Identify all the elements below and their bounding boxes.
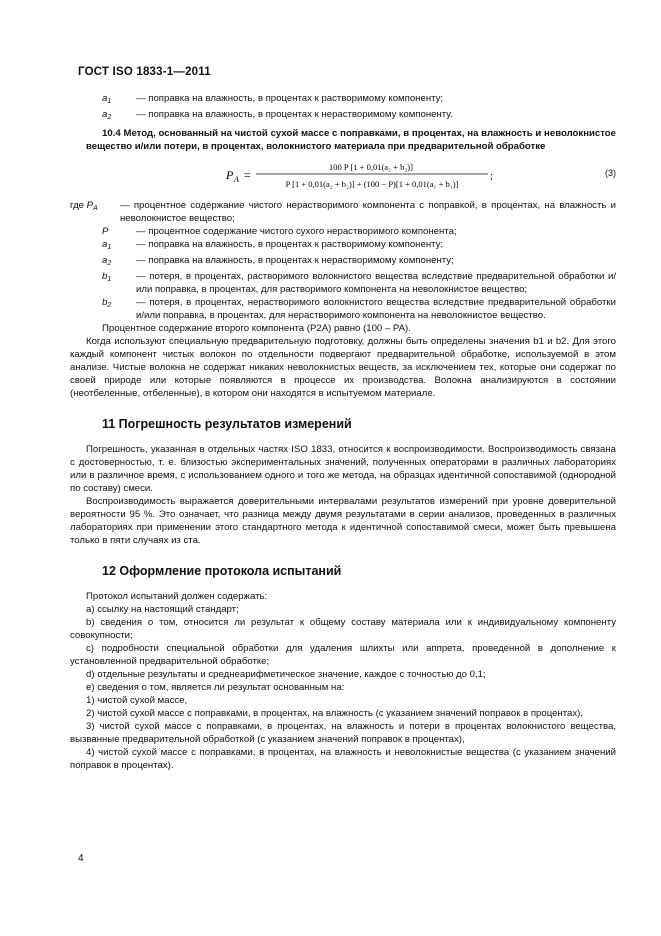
formula-lhs-sub: A bbox=[234, 175, 239, 184]
paragraph-precision: Погрешность, указанная в отдельных частях ISO 1833, относится к воспроизводимости. Воспроизводимость связана с достоверностью, т. е. близостью экспериментальных значений, полученных операторами в различных лабораториях или в различное время, с использованием одного и того же метода, на образцах идентичной сопоставимой (однородной по составу) смеси. bbox=[70, 444, 616, 494]
report-lead: Протокол испытаний должен содержать: bbox=[86, 591, 268, 602]
definition-symbol: $b_2$ bbox=[102, 297, 112, 309]
report-item: e) сведения о том, является ли результат основанным на: bbox=[86, 682, 345, 693]
section-12-title: 12 Оформление протокола испытаний bbox=[102, 564, 342, 578]
page-header: ГОСТ ISO 1833-1—2011 bbox=[78, 66, 211, 78]
formula-denominator: P [1 + 0,01(a₂ + b₂)] + (100 − P)[1 + 0,01(a₁ + b₁)] bbox=[285, 179, 459, 189]
report-subitem: 4) чистой сухой массе с поправками, в процентах, на влажность и неволокнистые вещества (с указанием значений поправок в процентах). bbox=[70, 747, 616, 771]
definition-text: — поправка на влажность, в процентах к растворимому компоненту; bbox=[136, 93, 444, 104]
definition-text: — поправка на влажность, в процентах к нерастворимому компоненту. bbox=[136, 109, 453, 120]
report-subitem: 2) чистой сухой массе с поправками, в процентах, на влажность (с указанием значений поправок в процентах), bbox=[86, 708, 583, 719]
definition-text: — поправка на влажность, в процентах к растворимому компоненту; bbox=[136, 239, 444, 250]
report-subitem: 3) чистой сухой массе с поправками, в процентах, на влажность и потери в процентах волокнистого вещества, вызванные предварительной обработкой (с указанием значений поправок в процентах), bbox=[70, 721, 616, 745]
definition-symbol: $a_2$ bbox=[102, 255, 112, 267]
formula-numerator: 100 P [1 + 0,01(a₂ + b₂)] bbox=[329, 162, 413, 172]
section-10-4-heading bbox=[86, 127, 616, 153]
page-number: 4 bbox=[78, 853, 84, 864]
definition-symbol: $a_1$ bbox=[102, 239, 112, 251]
definition-PA bbox=[70, 199, 616, 225]
section-11-title: 11 Погрешность результатов измерений bbox=[102, 417, 352, 431]
definition-a2 bbox=[86, 108, 616, 124]
section-title: Метод, основанный на чистой сухой массе с поправками, в процентах, на влажность и неволокнистое вещество и/или потери, в процентах, волокнистого материала при предварительной обработке bbox=[86, 128, 617, 152]
definition-symbol: где $P_A$ bbox=[70, 200, 98, 212]
definition-b1 bbox=[86, 270, 616, 296]
definition-text: — процентное содержание чистого сухого нерастворимого компонента; bbox=[136, 226, 457, 237]
formula-graphic bbox=[86, 157, 616, 193]
formula-3 bbox=[86, 157, 616, 193]
definition-b2 bbox=[86, 296, 616, 322]
definition-symbol: P bbox=[102, 226, 109, 237]
definition-a1 bbox=[86, 92, 616, 108]
definition-symbol: $a_1$ bbox=[102, 93, 112, 105]
definition-a2 bbox=[86, 254, 616, 270]
report-item: a) ссылку на настоящий стандарт; bbox=[86, 604, 239, 615]
document-body bbox=[70, 92, 617, 772]
definition-a1 bbox=[86, 238, 616, 254]
definition-symbol: $b_1$ bbox=[102, 271, 112, 283]
definition-text: — потеря, в процентах, нерастворимого волокнистого вещества вследствие предварительной обработки и/или поправка, в процентах, для нерастворимого компонента на неволокнистое вещество. bbox=[136, 297, 616, 321]
definition-symbol: $a_2$ bbox=[102, 109, 112, 121]
paragraph-reproducibility: Воспроизводимость выражается доверительными интервалами результатов измерений при уровне доверительной вероятности 95 %. Это означает, что разница между двумя результатами в серии анализов, проведенных в различных лабораториях при применении этого стандартного метода к идентичной сопоставимой смеси, может быть превышена только в пяти случаях из ста. bbox=[70, 496, 616, 546]
formula-equals: = bbox=[244, 168, 251, 182]
definition-text: — поправка на влажность, в процентах к нерастворимому компоненту; bbox=[136, 255, 454, 266]
paragraph-second-component: Процентное содержание второго компонента (P2A) равно (100 – PA). bbox=[102, 323, 411, 334]
report-subitem: 1) чистой сухой массе, bbox=[86, 695, 188, 706]
section-number: 10.4 bbox=[102, 128, 121, 139]
definition-P bbox=[86, 225, 616, 238]
report-item: b) сведения о том, относится ли результат к общему составу материала или к индивидуальному компоненту совокупности; bbox=[70, 617, 616, 641]
formula-lhs: P bbox=[226, 168, 234, 182]
definition-text: — процентное содержание чистого нерастворимого компонента с поправкой, в процентах, на влажность и неволокнистое вещество; bbox=[120, 200, 616, 224]
equation-number: (3) bbox=[605, 168, 616, 178]
definition-text: — потеря, в процентах, растворимого волокнистого вещества вследствие предварительной обработки и/или поправка, в процентах, для растворимого компонента на неволокнистое вещество; bbox=[136, 271, 616, 295]
formula-comma: ; bbox=[490, 171, 493, 182]
paragraph-pretreatment: Когда используют специальную предварительную подготовку, должны быть определены значения b1 и b2. Для этого каждый компонент чистых волокон по отдельности подвергают предварительной обработке, используемой в этом анализе. Чистые волокна не содержат никаких неволокнистых веществ, за исключением тех, которые они содержат по своей природе или которые появляются в процессе их производства. Волокна анализируются в состоянии (неотбеленные, отбеленные), в котором они находятся в испытуемом материале. bbox=[70, 336, 616, 399]
report-item: d) отдельные результаты и среднеарифметическое значение, каждое с точностью до 0,1; bbox=[86, 669, 486, 680]
report-item: c) подробности специальной обработки для удаления шлихты или аппрета, проведенной в дополнение к установленной предварительной обработке; bbox=[70, 643, 616, 667]
